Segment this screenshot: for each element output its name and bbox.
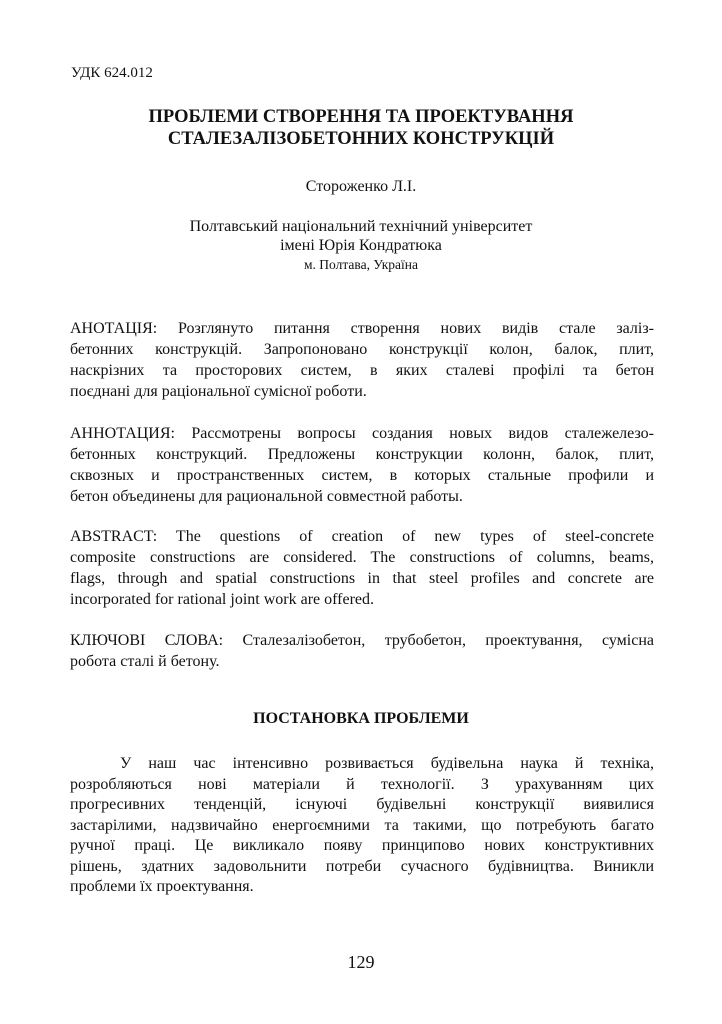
page-number: 129 (347, 952, 375, 972)
text-line: прогресивних тенденцій, існуючі будівельні конструкції виявилися (70, 796, 654, 813)
paper-title-line: ПРОБЛЕМИ СТВОРЕННЯ ТА ПРОЕКТУВАННЯ (148, 107, 574, 127)
text-line: flags, through and spatial constructions in that steel profiles and concrete are (70, 570, 654, 587)
text-line: розробляються нові матеріали й технології. З урахуванням цих (70, 775, 654, 793)
text-line: бетонных конструкций. Предложены конструкции колонн, балок, плит, (70, 446, 654, 463)
paper-title (60, 106, 662, 150)
affiliation-line: імені Юрія Кондратюка (280, 237, 442, 254)
text-line: АННОТАЦИЯ: Рассмотрены вопросы создания новых видов сталежелезо- (70, 425, 654, 442)
text-line: composite constructions are considered. The constructions of columns, beams, (70, 549, 654, 566)
text-line: У наш час інтенсивно розвивається будівельна наука й техніка, (120, 755, 654, 772)
text-line: ABSTRACT: The questions of creation of new types of steel-concrete (70, 528, 654, 545)
section-body (70, 754, 654, 898)
affiliation (60, 217, 662, 274)
text-line: АНОТАЦІЯ: Розглянуто питання створення нових видів стале заліз- (70, 320, 654, 337)
abstract-russian (70, 423, 654, 507)
text-line: бетонних конструкцій. Запропоновано конструкції колон, балок, плит, (70, 341, 654, 358)
text-line: рішень, здатних задовольнити потреби сучасного будівництва. Виникли (70, 857, 654, 875)
abstract-english (70, 526, 654, 610)
text-line: КЛЮЧОВІ СЛОВА: Сталезалізобетон, трубобетон, проектування, сумісна (70, 632, 654, 649)
paper-title-line: СТАЛЕЗАЛІЗОБЕТОННИХ КОНСТРУКЦІЙ (167, 129, 555, 149)
text-line: поєднані для раціональної сумісної роботи. (70, 383, 367, 400)
udk-code: УДК 624.012 (71, 65, 153, 81)
keywords (70, 630, 654, 672)
author-name: Стороженко Л.І. (305, 178, 417, 195)
text-line: incorporated for rational joint work are offered. (70, 591, 375, 608)
text-line: бетон объединены для рациональной совместной работы. (70, 488, 463, 505)
affiliation-city: м. Полтава, Україна (304, 257, 418, 272)
abstract-ukrainian (70, 318, 654, 402)
text-line: проблеми їх проектування. (70, 878, 254, 895)
text-line: наскрізних та просторових систем, в яких сталеві профілі та бетон (70, 362, 654, 379)
text-line: застарілими, надзвичайно енергоємними та такими, що потребують багато (70, 816, 654, 834)
text-line: ручної праці. Це викликало появу принципово нових конструктивних (70, 837, 654, 854)
section-heading: ПОСТАНОВКА ПРОБЛЕМИ (253, 710, 469, 727)
affiliation-line: Полтавський національний технічний університет (189, 218, 533, 235)
text-line: робота сталі й бетону. (70, 653, 220, 670)
text-line: сквозных и пространственных систем, в которых стальные профили и (70, 467, 654, 484)
